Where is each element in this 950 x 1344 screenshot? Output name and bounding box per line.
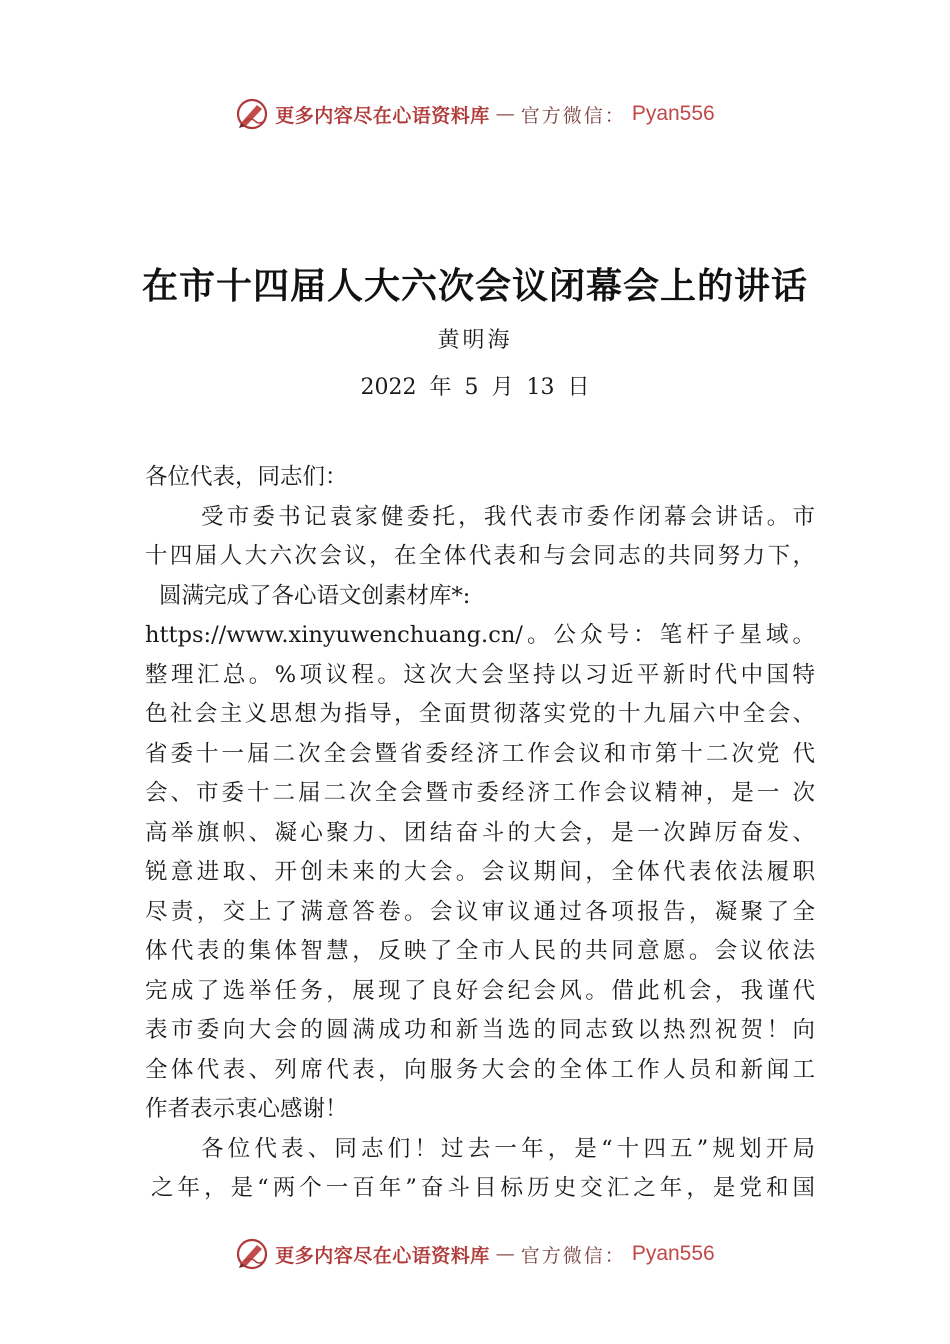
document-title: 在市十四届人大六次会议闭幕会上的讲话	[141, 266, 808, 307]
body-line: 各位代表、同志们！过去一年，是“十四五”规划开局	[201, 1135, 815, 1162]
body-line: 圆满完成了各心语文创素材库*:	[159, 582, 471, 609]
body-line: 色社会主义思想为指导，全面贯彻落实党的十九届六中全会、	[145, 701, 815, 727]
banner-slogan: 更多内容尽在心语资料库	[275, 104, 490, 127]
banner-separator: —	[495, 1243, 515, 1265]
body-line: 受市委书记袁家健委托，我代表市委作闭幕会讲话。市	[201, 503, 815, 530]
body-line: 完成了选举任务，展现了良好会纪会风。借此机会，我谨代	[145, 977, 815, 1004]
banner-wechat-label: 官方微信：	[520, 1244, 626, 1267]
banner-wechat-id: Pyan556	[631, 102, 715, 125]
body-line: 尽责，交上了满意答卷。会议审议通过各项报告，凝聚了全	[145, 898, 815, 925]
footer-banner	[0, 1234, 950, 1274]
banner-wechat-id: Pyan556	[631, 1242, 715, 1265]
body-line: 整理汇总。%项议程。这次大会坚持以习近平新时代中国特	[145, 661, 815, 688]
document-body	[145, 458, 815, 1209]
pen-logo-icon	[235, 1237, 269, 1271]
speech-date: 2022 年 5 月 13 日	[360, 375, 590, 400]
body-line: 表市委向大会的圆满成功和新当选的同志致以热烈祝贺！向	[145, 1017, 815, 1043]
pen-logo-icon	[235, 97, 269, 131]
salutation-line: 各位代表，同志们：	[145, 464, 348, 490]
body-line: 省委十一届二次全会暨省委经济工作会议和市第十二次党 代	[145, 740, 815, 767]
body-line: 作者表示衷心感谢！	[145, 1096, 348, 1122]
body-line: 十四届人大六次会议，在全体代表和与会同志的共同努力下，	[145, 543, 815, 569]
body-line: 会、市委十二届二次全会暨市委经济工作会议精神，是一 次	[145, 780, 815, 806]
banner-separator: —	[495, 103, 515, 125]
body-line: 体代表的集体智慧，反映了全市人民的共同意愿。会议依法	[145, 938, 815, 964]
author-name: 黄明海	[437, 328, 513, 353]
banner-wechat-label: 官方微信：	[520, 104, 626, 127]
body-line: 之年，是“两个一百年”奋斗目标历史交汇之年，是党和国	[151, 1175, 815, 1201]
body-line: 全体代表、列席代表，向服务大会的全体工作人员和新闻工	[145, 1056, 815, 1083]
body-line: 锐意进取、开创未来的大会。会议期间，全体代表依法履职	[145, 859, 815, 885]
body-line: 高举旗帜、凝心聚力、团结奋斗的大会，是一次踔厉奋发、	[145, 819, 815, 846]
body-line-url: https://www.xinyuwenchuang.cn/。公众号：笔杆子星域。	[145, 622, 815, 648]
header-banner	[0, 94, 950, 134]
banner-slogan: 更多内容尽在心语资料库	[275, 1244, 490, 1267]
